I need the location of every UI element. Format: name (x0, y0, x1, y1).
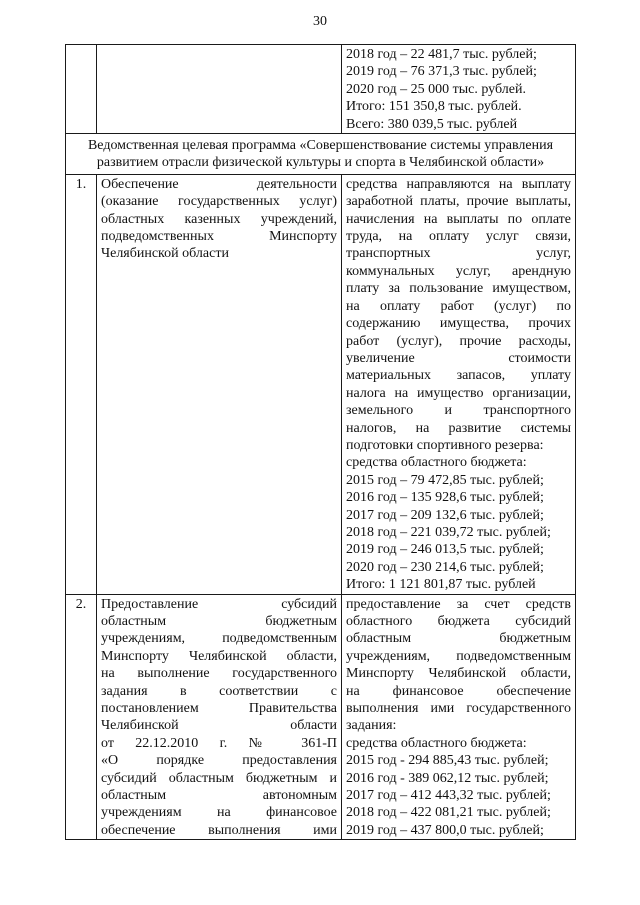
activity-name-line: учреждениям на финансовое (101, 805, 337, 821)
activity-name-line: на выполнение государственного (101, 666, 337, 682)
table-row (66, 174, 576, 594)
section-heading-line: развитием отрасли физической культуры и спорта в Челябинской области» (96, 155, 545, 171)
description-line: заработной платы, прочие выплаты, (346, 194, 571, 210)
budget-grand-total: Всего: 380 039,5 тыс. рублей (346, 116, 518, 132)
continuation-number-cell (66, 45, 97, 134)
activity-name-line: Предоставление субсидий (101, 596, 337, 612)
description-line: подготовки спортивного резерва: (346, 437, 544, 453)
description-line: задания: (346, 718, 397, 734)
description-line: областным бюджетным (346, 631, 571, 647)
continuation-row (66, 45, 576, 134)
activity-name-line: областным бюджетным (101, 614, 337, 629)
continuation-budget-cell (342, 45, 576, 134)
budget-line: 2015 год – 79 472,85 тыс. рублей; (346, 472, 544, 488)
budget-total: Итого: 151 350,8 тыс. рублей. (346, 99, 522, 115)
activity-name-line: областным автономным (101, 788, 337, 804)
budget-line: 2018 год – 221 039,72 тыс. рублей; (346, 524, 551, 540)
description-line: на финансовое обеспечение (346, 683, 571, 699)
budget-line: 2016 год – 135 928,6 тыс. рублей; (346, 490, 544, 506)
budget-line: 2019 год – 437 800,0 тыс. рублей; (346, 822, 544, 838)
activity-name-line: обеспечение выполнения ими (101, 822, 337, 838)
description-line: средства направляются на выплату (346, 176, 571, 192)
description-line: областного бюджета субсидий (346, 614, 571, 629)
budget-line: 2018 год – 22 481,7 тыс. рублей; (346, 47, 537, 62)
activity-name-line: Обеспечение деятельности (101, 176, 337, 192)
activity-name-line: «О порядке предоставления (101, 753, 337, 769)
activity-name-line: Челябинской области (101, 246, 229, 262)
description-line: плату за пользование имуществом, (346, 281, 571, 297)
budget-source-label: средства областного бюджета: (346, 455, 527, 471)
section-heading-line: Ведомственная целевая программа «Совершенствование системы управления (87, 138, 554, 154)
description-line: учреждениям, подведомственным (346, 648, 571, 664)
budget-line: 2018 год – 422 081,21 тыс. рублей; (346, 805, 551, 821)
program-table (65, 44, 576, 840)
description-line: налогов, на развитие системы (346, 420, 571, 436)
description-line: предоставление за счет средств (346, 596, 571, 612)
row-number: 2. (66, 594, 97, 840)
description-line: начисления на выплаты по оплате (346, 211, 571, 227)
budget-line: 2017 год – 412 443,32 тыс. рублей; (346, 788, 551, 804)
activity-name-line: областных казенных учреждений, (101, 211, 337, 227)
description-line: труда, на оплату услуг связи, (346, 229, 571, 245)
section-heading (66, 134, 576, 175)
activity-name-line: Минспорту Челябинской области, (101, 648, 337, 664)
activity-description-cell (342, 594, 576, 840)
description-line: работ (услуг), прочие расходы, (346, 333, 571, 349)
budget-total: Итого: 1 121 801,87 тыс. рублей (346, 577, 536, 593)
activity-name-line: учреждениям, подведомственным (101, 631, 337, 647)
budget-line: 2016 год - 389 062,12 тыс. рублей; (346, 770, 549, 786)
row-number: 1. (66, 174, 97, 594)
description-line: увеличение стоимости (346, 350, 571, 366)
description-line: содержанию имущества, прочих (346, 316, 571, 332)
activity-name-line: задания в соответствии с (101, 683, 337, 699)
activity-name-line: (оказание государственных услуг) (101, 194, 337, 210)
table-row (66, 594, 576, 840)
budget-line: 2017 год – 209 132,6 тыс. рублей; (346, 507, 544, 523)
section-heading-row (66, 134, 576, 175)
activity-name-line: подведомственных Минспорту (101, 229, 337, 245)
budget-line: 2020 год – 25 000 тыс. рублей. (346, 81, 526, 97)
budget-line: 2019 год – 76 371,3 тыс. рублей; (346, 64, 537, 80)
activity-description-cell (342, 174, 576, 594)
description-line: транспортных услуг, (346, 246, 571, 262)
description-line: налога на имущество организации, (346, 385, 571, 401)
activity-name-line: постановлением Правительства (101, 701, 337, 717)
description-line: Минспорту Челябинской области, (346, 666, 571, 682)
budget-source-label: средства областного бюджета: (346, 735, 527, 751)
description-line: на оплату работ (услуг) по (346, 298, 571, 314)
description-line: земельного и транспортного (346, 403, 571, 419)
description-line: материальных запасов, уплату (346, 368, 571, 384)
page-number: 30 (313, 14, 327, 29)
activity-name-cell (97, 594, 342, 840)
activity-name-line: субсидий областным бюджетным и (101, 770, 337, 786)
description-line: коммунальных услуг, арендную (346, 263, 571, 279)
continuation-name-cell (97, 45, 342, 134)
description-line: выполнения ими государственного (346, 701, 571, 717)
budget-line: 2015 год - 294 885,43 тыс. рублей; (346, 753, 549, 769)
budget-line: 2019 год – 246 013,5 тыс. рублей; (346, 542, 544, 558)
activity-name-line: Челябинской области (101, 718, 337, 734)
budget-line: 2020 год – 230 214,6 тыс. рублей; (346, 559, 544, 575)
activity-name-line: от 22.12.2010 г. № 361-П (101, 735, 337, 751)
activity-name-cell (97, 174, 342, 594)
